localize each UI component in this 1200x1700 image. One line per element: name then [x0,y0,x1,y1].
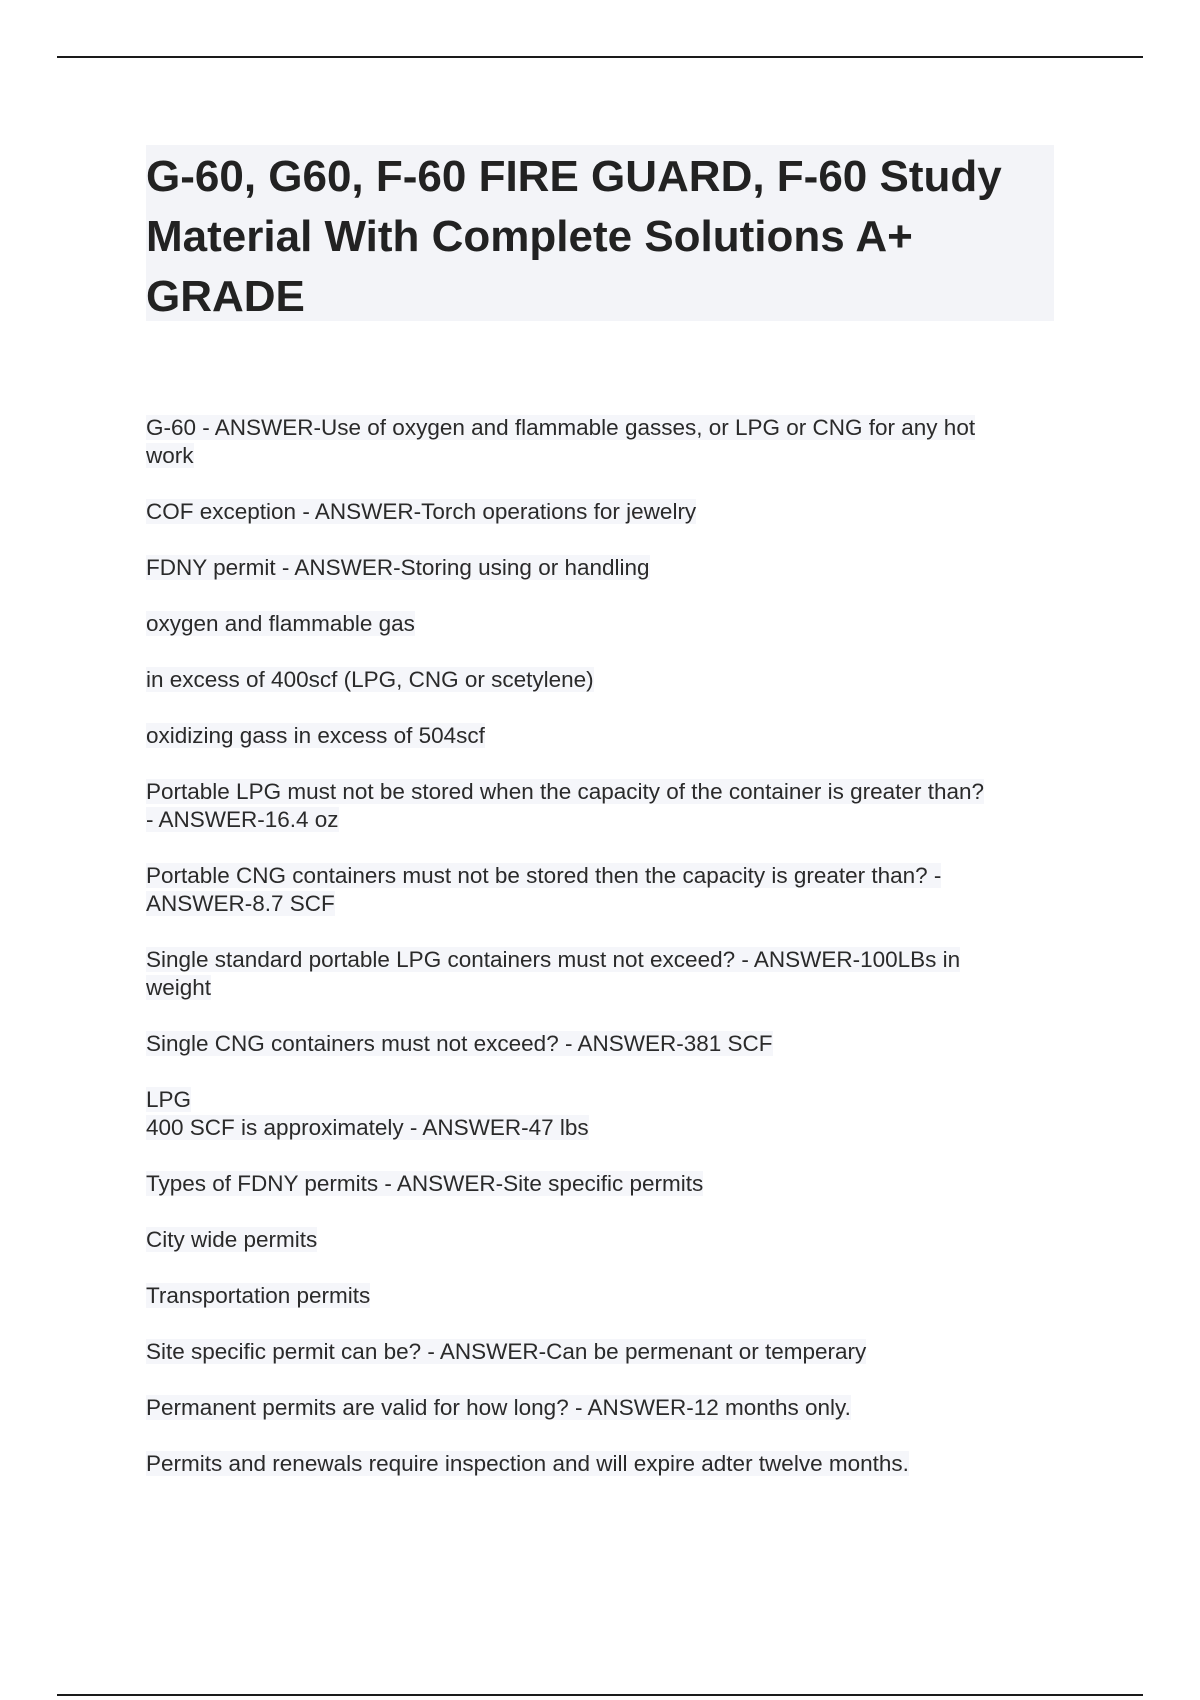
qa-item [146,1394,1066,1422]
qa-text: Single standard portable LPG containers must not exceed? - ANSWER-100LBs in weight [146,947,961,1000]
qa-text: Permanent permits are valid for how long? - ANSWER-12 months only. [146,1395,851,1420]
qa-item [146,1030,1066,1058]
qa-text: Portable LPG must not be stored when the capacity of the container is greater than? - ANSWER-16.4 oz [146,779,984,832]
qa-item [146,946,1066,1002]
qa-item [146,666,1066,694]
qa-item [146,778,1066,834]
qa-text: oxidizing gass in excess of 504scf [146,723,485,748]
top-divider [57,56,1143,58]
qa-item [146,1338,1066,1366]
qa-text: Types of FDNY permits - ANSWER-Site specific permits [146,1171,704,1196]
qa-text: Single CNG containers must not exceed? - ANSWER-381 SCF [146,1031,773,1056]
qa-item [146,1086,1066,1142]
qa-item [146,1226,1066,1254]
qa-text: FDNY permit - ANSWER-Storing using or handling [146,555,650,580]
document-title: G-60, G60, F-60 FIRE GUARD, F-60 Study Material With Complete Solutions A+ GRADE [146,152,1002,321]
qa-text: Site specific permit can be? - ANSWER-Can be permenant or temperary [146,1339,867,1364]
qa-item [146,1450,1066,1478]
bottom-divider [57,1694,1143,1696]
title-block [146,145,1054,321]
qa-item [146,554,1066,582]
qa-item [146,1170,1066,1198]
qa-item [146,610,1066,638]
qa-list [146,414,1066,1506]
qa-item [146,1282,1066,1310]
qa-item [146,414,1066,470]
qa-text: COF exception - ANSWER-Torch operations for jewelry [146,499,697,524]
qa-item [146,498,1066,526]
qa-text: City wide permits [146,1227,318,1252]
qa-text: Permits and renewals require inspection and will expire adter twelve months. [146,1451,909,1476]
qa-item [146,722,1066,750]
qa-text: Portable CNG containers must not be stored then the capacity is greater than? - ANSWER-8.7 SCF [146,863,942,916]
qa-text: G-60 - ANSWER-Use of oxygen and flammable gasses, or LPG or CNG for any hot work [146,415,976,468]
qa-text: LPG 400 SCF is approximately - ANSWER-47 lbs [146,1087,589,1140]
qa-text: in excess of 400scf (LPG, CNG or scetylene) [146,667,594,692]
qa-text: oxygen and flammable gas [146,611,415,636]
qa-item [146,862,1066,918]
qa-text: Transportation permits [146,1283,371,1308]
